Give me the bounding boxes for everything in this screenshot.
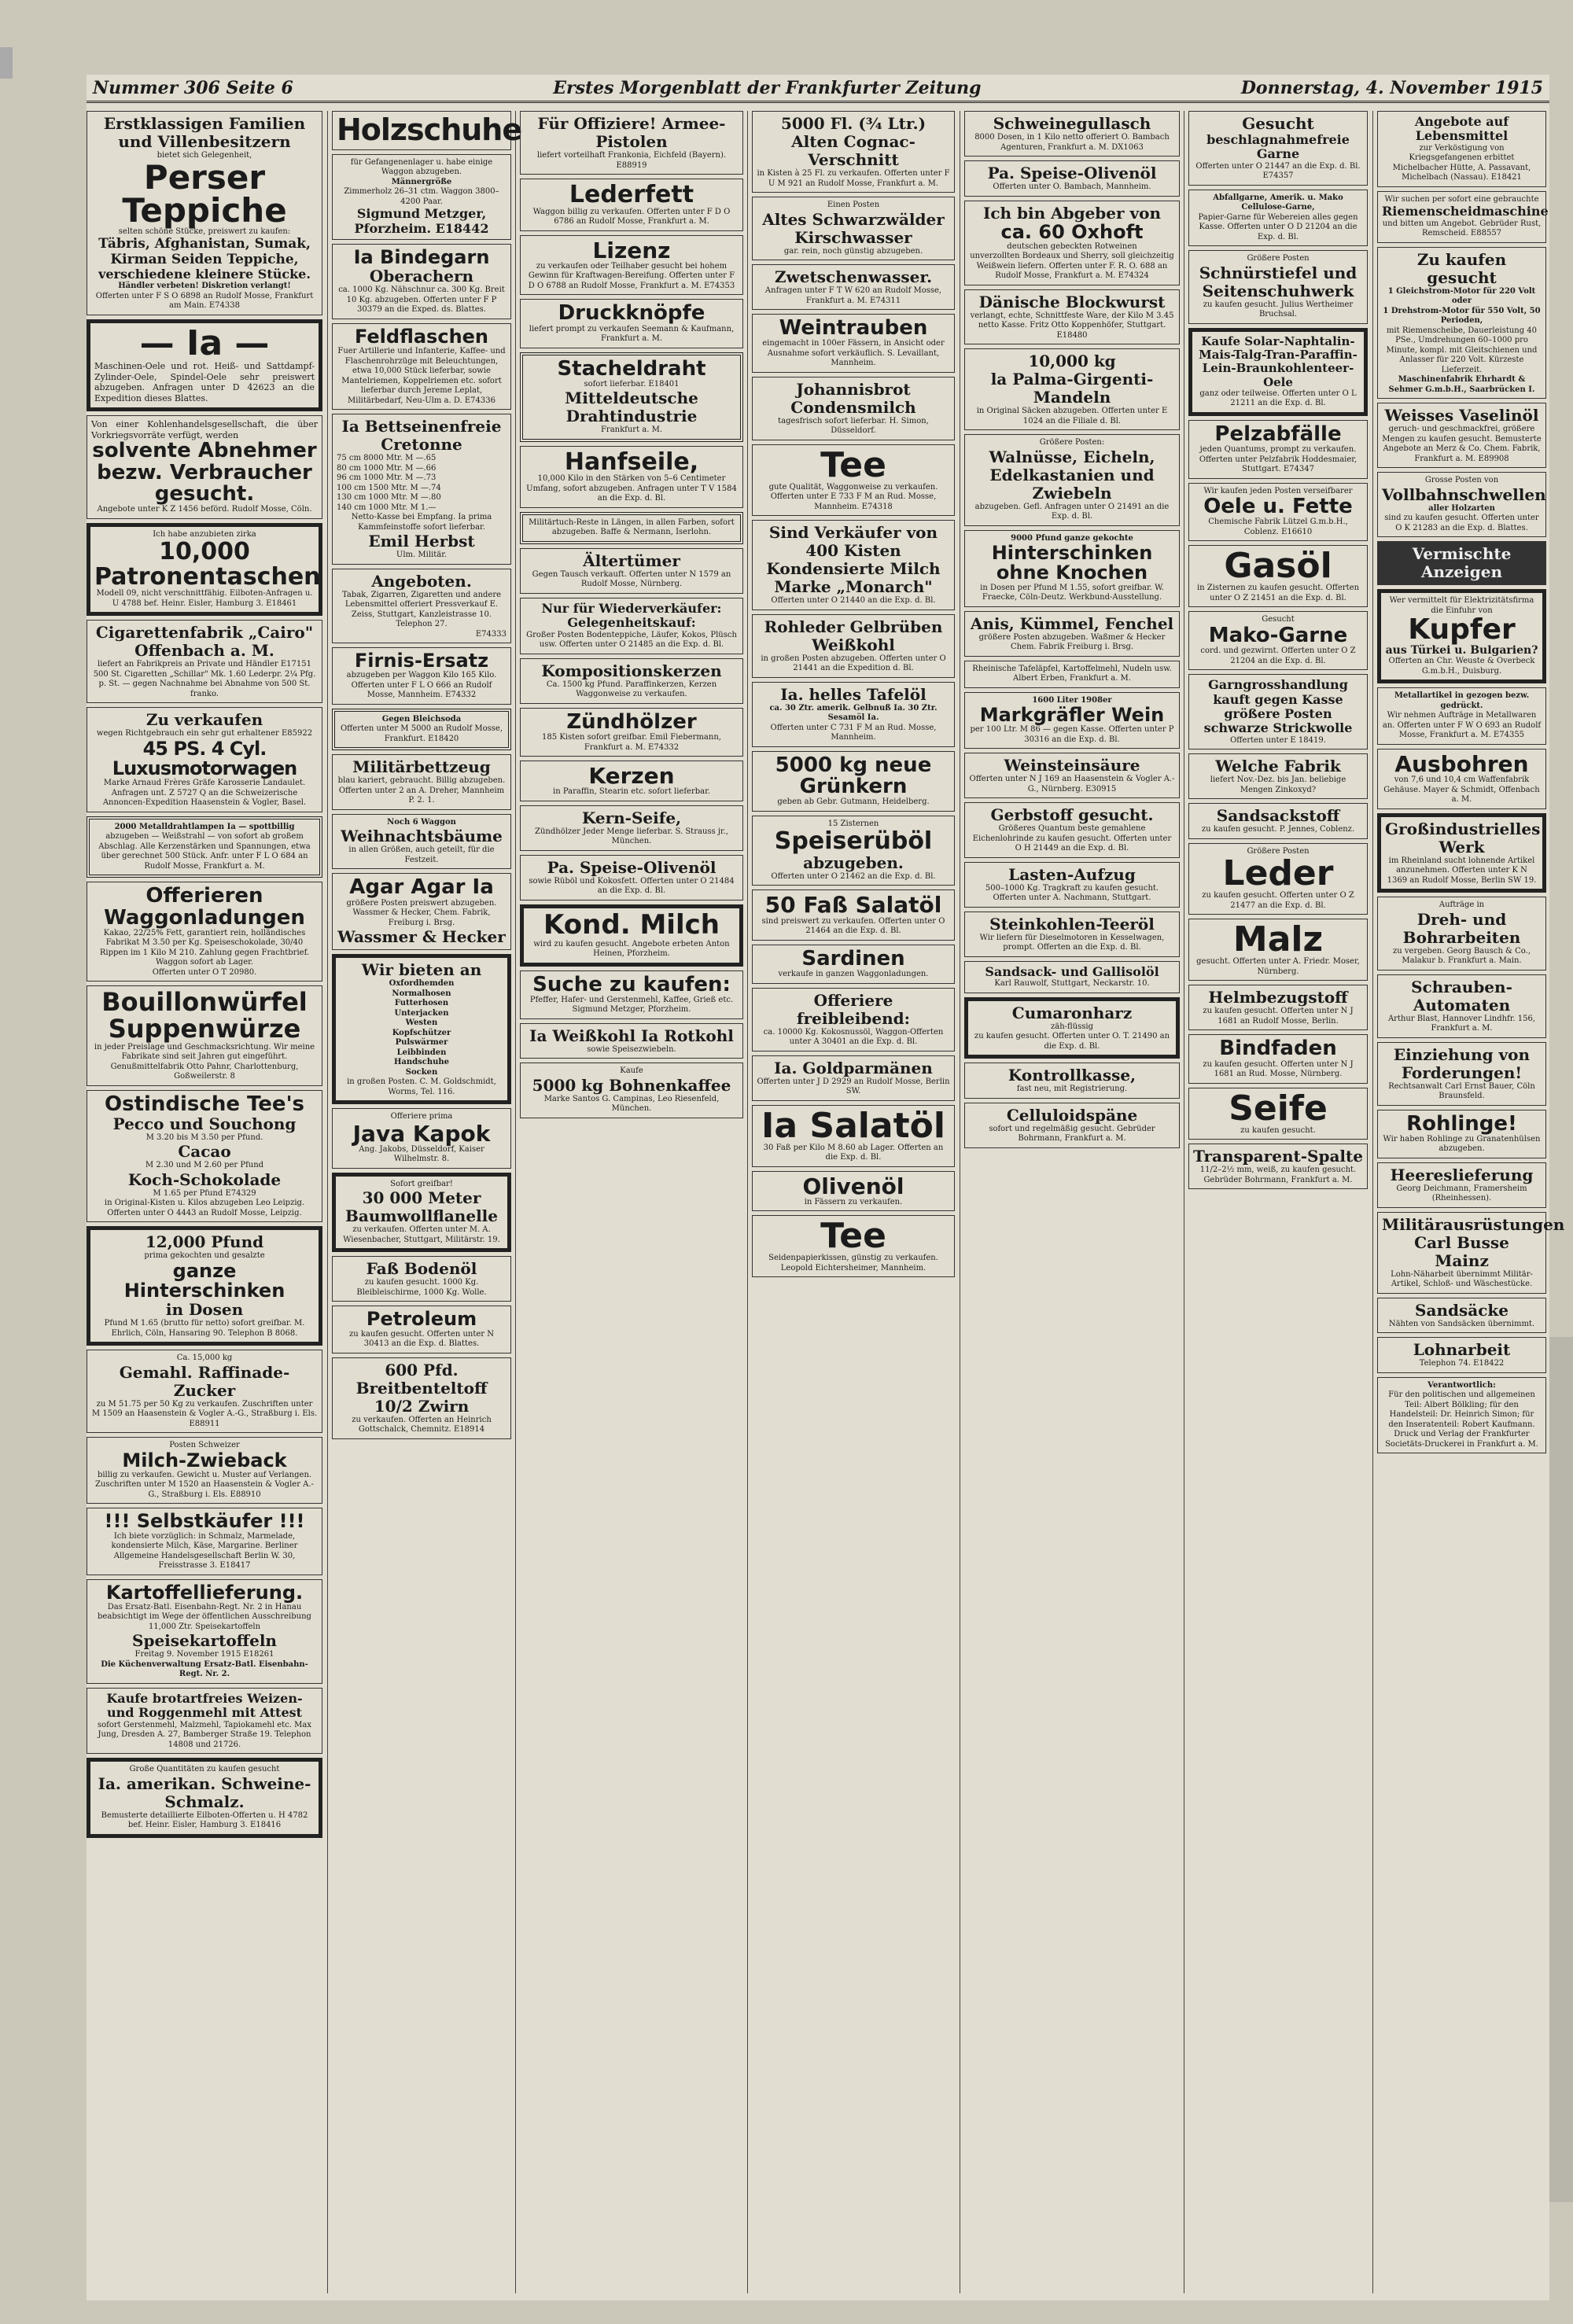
ad-feldflaschen: Feldflaschen Fuer Artillerie und Infanterie, Kaffee- und Flaschenrohrzüge mit Beleuchtungen, etwa 10,000 Stück lieferbar, sowie Mantelriemen, Koppelriemen etc. sofort lieferbar durch Jereme Leplat, Militärbedarf, Neu-Ulm a. D. E74336 [332, 323, 511, 410]
ad-carl-busse: Militärausrüstungen Carl Busse Mainz Lohn-Näharbeit übernimmt Militär-Artikel, Schloß- und Wäschestücke. [1377, 1212, 1546, 1294]
column-rule [327, 111, 328, 2293]
ad-blockwurst: Dänische Blockwurst verlangt, echte, Schnittfeste Ware, der Kilo M 3.45 netto Kasse. Fritz Otto Koppenhöfer, Stuttgart. E18480 [964, 289, 1180, 345]
ad-mako-garne: Gesucht Mako-Garne cord. und gezwirnt. Offerten unter O Z 21204 an die Exp. d. Bl. [1188, 611, 1368, 670]
ad-rotwein: Ich bin Abgeber von ca. 60 Oxhoft deutschen gebeckten Rotweinen unverzollten Bordeaux und Sherry, soll gleichzeitig Weißwein liefern. Offerten unter F. R. O. 688 an Rudolf Mosse, Frankfurt a. M. E74324 [964, 201, 1180, 285]
ad-zuendhoelzer: Zündhölzer 185 Kisten sofort greifbar. Emil Fiebermann, Frankfurt a. M. E74332 [520, 708, 743, 757]
ad-hinterschinken: 12,000 Pfund prima gekochten und gesalzte ganze Hinterschinken in Dosen Pfund M 1.65 (brutto für netto) sofort greifbar. M. Ehrlich, Cöln, Hansaring 90. Telephon B 8068. [87, 1226, 322, 1346]
ad-markgraefler-wein: 1600 Liter 1908er Markgräfler Wein per 100 Ltr. M 86 — gegen Kasse. Offerten unter P 30316 an die Exp. d. Bl. [964, 692, 1180, 749]
ad-malz: Malz gesucht. Offerten unter A. Friedr. Moser, Nürnberg. [1188, 919, 1368, 981]
ad-cretonne: Ia Bettseinenfreie Cretonne 75 cm 8000 Mtr. M —.65 80 cm 1000 Mtr. M —.66 96 cm 1000 Mtr. M —.73 100 cm 1500 Mtr. M —.74 130 cm 1000 Mtr. M —.80 140 cm 1000 Mtr. M 1.— Netto-Kasse bei Empfang. Ia prima Kammfeinstoffe sofort lieferbar. Emil Herbst Ulm. Militär. [332, 414, 511, 565]
ad-altertuemer: Ältertümer Gegen Tausch verkauft. Offerten unter N 1579 an Rudolf Mosse, Nürnberg. [520, 548, 743, 594]
ad-kernseife: Kern-Seife, Zündhölzer Jeder Menge lieferbar. S. Strauss jr., München. [520, 805, 743, 851]
ad-helmbezugstoff: Helmbezugstoff zu kaufen gesucht. Offerten unter N J 1681 an Rudolf Mosse, Berlin. [1188, 985, 1368, 1030]
ad-industriewerk: Großindustrielles Werk im Rheinland sucht lohnende Artikel anzunehmen. Offerten unter K N 1369 an Rudolf Mosse, Berlin SW 19. [1377, 813, 1546, 893]
ad-bleichsoda: Gegen Bleichsoda Offerten unter M 5000 an Rudolf Mosse, Frankfurt. E18420 [332, 709, 511, 751]
ad-lastenaufzug: Lasten-Aufzug 500–1000 Kg. Tragkraft zu kaufen gesucht. Offerten unter A. Nachmann, Stuttgart. [964, 862, 1180, 908]
ad-selbstkaeufer: !!! Selbstkäufer !!! Ich biete vorzüglich: in Schmalz, Marmelade, kondensierte Milch, Käse, Margarine. Berliner Allgemeine Handelsgesellschaft Berlin W. 30, Freisstrasse 3. E18417 [87, 1508, 322, 1575]
column-4 [752, 111, 955, 1281]
ad-holzschuhe-text: für Gefangenenlager u. habe einige Waggon abzugeben. Männergröße Zimmerholz 26–31 ctm. Waggon 3800–4200 Paar. Sigmund Metzger, Pforzheim. E18442 [332, 154, 511, 240]
ad-rohlinge: Rohlinge! Wir haben Rohlinge zu Granatenhülsen abzugeben. [1377, 1110, 1546, 1158]
ad-garne-gesucht: Gesucht beschlagnahmefreie Garne Offerten unter O 21447 an die Exp. d. Bl. E74357 [1188, 111, 1368, 186]
newspaper-page [87, 75, 1565, 2300]
ad-strickwolle: Garngrosshandlung kauft gegen Kasse größere Posten schwarze Strickwolle Offerten unter E 18419. [1188, 674, 1368, 749]
ad-tafeloel: Ia. helles Tafelöl ca. 30 Ztr. amerik. Gelbnuß Ia. 30 Ztr. Sesamöl Ia. Offerten unter C 731 F M an Rud. Mosse, Mannheim. [752, 682, 955, 747]
ad-ausbohren: Ausbohren von 7,6 und 10,4 cm Waffenfabrik Gehäuse. Mayer & Schmidt, Offenbach a. M. [1377, 749, 1546, 809]
ad-schnuerstiefel: Größere Posten Schnürstiefel und Seitenschuhwerk zu kaufen gesucht. Julius Wertheimer Bruchsal. [1188, 250, 1368, 324]
ad-tafelgut: Rheinische Tafeläpfel, Kartoffelmehl, Nudeln usw. Albert Erben, Frankfurt a. M. [964, 661, 1180, 688]
ad-gruenkern: 5000 kg neue Grünkern geben ab Gebr. Gutmann, Heidelberg. [752, 751, 955, 812]
ad-salatoel: 50 Faß Salatöl sind preiswert zu verkaufen. Offerten unter O 21464 an die Exp. d. Bl. [752, 889, 955, 940]
ad-gelegenheitskauf: Nur für Wiederverkäufer: Gelegenheitskauf: Großer Posten Bodenteppiche, Läufer, Kokos, Plüsch usw. Offerten unter O 21485 an die Exp. d. Bl. [520, 598, 743, 654]
ad-zucker: Ca. 15,000 kg Gemahl. Raffinade-Zucker zu M 51.75 per 50 Kg zu verkaufen. Zuschriften unter M 1509 an Haasenstein & Vogler A.-G., Straßburg i. Els. E88911 [87, 1350, 322, 1433]
ad-sandsaecke: Sandsäcke Nähten von Sandsäcken übernimmt. [1377, 1298, 1546, 1334]
ad-metallartikel: Metallartikel in gezogen bezw. gedrückt. Wir nehmen Aufträge in Metallwaren an. Offerten unter F W O 693 an Rudolf Mosse, Frankfurt a. M. E74355 [1377, 687, 1546, 745]
ad-tee-2: Tee Seidenpapierkissen, günstig zu verkaufen. Leopold Eichtersheimer, Mannheim. [752, 1215, 955, 1277]
ad-bindfaden: Bindfaden zu kaufen gesucht. Offerten unter N J 1681 an Rud. Mosse, Nürnberg. [1188, 1034, 1368, 1083]
ad-speiseruboel: 15 Zisternen Speiserüböl abzugeben. Offerten unter O 21462 an die Exp. d. Bl. [752, 816, 955, 886]
column-rule [747, 111, 748, 2293]
ad-kondensierte-milch: Sind Verkäufer von 400 Kisten Kondensierte Milch Marke „Monarch" Offerten unter O 21440 an die Exp. d. Bl. [752, 520, 955, 610]
ad-pelzabfaelle: Pelzabfälle jeden Quantums, prompt zu verkaufen. Offerten unter Pelzfabrik Hoddesmaier, Stuttgart. E74347 [1188, 420, 1368, 479]
ad-weinsteinsaeure: Weinsteinsäure Offerten unter N J 169 an Haasenstein & Vogler A.-G., Nürnberg. E30915 [964, 753, 1180, 798]
ad-johannisbrot: Johannisbrot Condensmilch tagesfrisch sofort lieferbar. H. Simon, Düsseldorf. [752, 377, 955, 440]
column-rule [515, 111, 516, 2293]
ad-militaerbettzeug: Militärbettzeug blau kariert, gebraucht. Billig abzugeben. Offerten unter 2 an A. Dreher, Mannheim P. 2. 1. [332, 754, 511, 810]
ad-patronentaschen: Ich habe anzubieten zirka 10,000 Patronentaschen Modell 09, nicht verschnittfähig. Eilboten-Anfragen u. U 4788 bef. Heinr. Eisler, Hamburg 3. E18461 [87, 523, 322, 617]
ad-cairo: Cigarettenfabrik „Cairo" Offenbach a. M. liefert an Fabrikpreis an Private und Händler E17151 500 St. Cigaretten „Schillar" Mk. 1.60 Lederpr. 2¼ Pfg. p. St. — gegen Nachnahme bei Abnahme von 500 St. franko. [87, 620, 322, 703]
ad-lohnarbeit: Lohnarbeit Telephon 74. E18422 [1377, 1337, 1546, 1373]
ad-perser: Erstklassigen Familien und Villenbesitzern bietet sich Gelegenheit, Perser Teppiche selten schöne Stücke, preiswert zu kaufen: Täbris, Afghanistan, Sumak, Kirman Seiden Teppiche, verschiedene kleinere Stücke. Händler verbeten! Diskretion verlangt! Offerten unter F S O 6898 an Rudolf Mosse, Frankfurt am Main. E74338 [87, 111, 322, 315]
ad-drehbohrarbeiten: Aufträge in Dreh- und Bohrarbeiten zu vergeben. Georg Bausch & Co., Malakur b. Frankfurt a. Main. [1377, 897, 1546, 970]
ad-mandeln: 10,000 kg la Palma-Girgenti-Mandeln in Original Säcken abzugeben. Offerten unter E 1024 an die Filiale d. Bl. [964, 348, 1180, 430]
ad-speise-olivenoel: Pa. Speise-Olivenöl Offerten unter O. Bambach, Mannheim. [964, 160, 1180, 197]
ad-waggonladungen: Offerieren Waggonladungen Kakao, 22/25% Fett, garantiert rein, holländisches Fabrikat M 3.50 per Kg. Speiseschokolade, 30/40 Rippen im 1 Kilo M 210. Zahlung gegen Frachtbrief. Waggon sofort ab Lager. Offerten unter O T 20980. [87, 882, 322, 982]
ad-weintrauben: Weintrauben eingemacht in 100er Fässern, in Ansicht oder Ausnahme sofort verkäuflich. S. Levaillant, Mannheim. [752, 314, 955, 373]
ad-motoren: Zu kaufen gesucht 1 Gleichstrom-Motor für 220 Volt oder 1 Drehstrom-Motor für 550 Volt, 50 Perioden, mit Riemenscheibe, Dauerleistung 40 PSe., Umdrehungen 60–1000 pro Minute, kompl. mit Gleitschienen und Anlasser für 220 Volt. Kürzeste Lieferzeit. Maschinenfabrik Ehrhardt & Sehmer G.m.b.H., Saarbrücken I. [1377, 247, 1546, 400]
ad-bodenoel: Faß Bodenöl zu kaufen gesucht. 1000 Kg. Bleibleischirme, 1000 Kg. Wolle. [332, 1256, 511, 1302]
ad-transparent-spalte: Transparent-Spalte 11/2–2½ mm, weiß, zu kaufen gesucht. Gebrüder Bohrmann, Frankfurt a. M. [1188, 1144, 1368, 1189]
ad-cognac: 5000 Fl. (¾ Ltr.) Alten Cognac-Verschnitt in Kisten à 25 Fl. zu verkaufen. Offerten unter F U M 921 an Rudolf Mosse, Frankfurt a. M. [752, 111, 955, 193]
ad-bindegarn: Ia Bindegarn Oberachern ca. 1000 Kg. Nähschnur ca. 300 Kg. Breit 10 Kg. abzugeben. Offerten unter F P 30379 an die Exped. ds. Blattes. [332, 244, 511, 319]
ad-kerzen: Kerzen in Paraffin, Stearin etc. sofort lieferbar. [520, 761, 743, 801]
column-5 [964, 111, 1180, 1152]
ad-holzschuhe: Holzschuhe [332, 111, 511, 150]
ad-freibleibend: Offeriere freibleibend: ca. 10000 Kg. Kokosnussöl, Waggon-Offerten unter A 30401 an die Exp. d. Bl. [752, 988, 955, 1052]
ad-leder: Größere Posten Leder zu kaufen gesucht. Offerten unter O Z 21477 an die Exp. d. Bl. [1188, 843, 1368, 915]
ad-lebensmittel: Angebote auf Lebensmittel zur Verköstigung von Kriegsgefangenen erbittet Michelbacher Hütte, A. Passavant, Michelbach (Nassau). E18421 [1377, 111, 1546, 187]
ad-vaselinoel: Weisses Vaselinöl geruch- und geschmackfrei, größere Mengen zu kaufen gesucht. Bemusterte Angebote an Merz & Co. Chem. Fabrik, Frankfurt a. M. E89908 [1377, 403, 1546, 468]
ad-seife: Seife zu kaufen gesucht. [1188, 1088, 1368, 1140]
ad-zwieback: Posten Schweizer Milch-Zwieback billig zu verkaufen. Gewicht u. Muster auf Verlangen. Zuschriften unter M 1520 an Haasenstein & Vogler A.-G., Straßburg i. Els. E88910 [87, 1437, 322, 1504]
ad-zwetschenwasser: Zwetschenwasser. Anfragen unter F T W 620 an Rudolf Mosse, Frankfurt a. M. E74311 [752, 264, 955, 310]
ad-abfallgarne: Abfallgarne, Amerik. u. Mako Cellulose-Garne, Papier-Garne für Webereien alles gegen Kasse. Offerten unter O D 21204 an die Exp. d. Bl. [1188, 190, 1368, 247]
ad-suche-zu-kaufen: Suche zu kaufen: Pfeffer, Hafer- und Gerstenmehl, Kaffee, Grieß etc. Sigmund Metzger, Pforzheim. [520, 970, 743, 1019]
column-2 [332, 111, 522, 1443]
ad-weizenmehl: Kaufe brotartfreies Weizen- und Roggenmehl mit Attest sofort Gerstenmehl, Malzmehl, Tapiokamehl etc. Max Jung, Dresden A. 27, Bamberger Straße 19. Telephon 14808 und 21726. [87, 1688, 322, 1754]
ad-schraubenautomaten: Schrauben-Automaten Arthur Blast, Hannover Lindhfr. 156, Frankfurt a. M. [1377, 974, 1546, 1038]
ad-militaertuch: Militärtuch-Reste in Längen, in allen Farben, sofort abzugeben. Baffe & Nermann, Iserlohn. [520, 512, 743, 544]
ad-firnis: Firnis-Ersatz abzugeben per Waggon Kilo 165 Kilo. Offerten unter F L O 666 an Rudolf Mosse, Mannheim. E74332 [332, 647, 511, 705]
ad-maschinenoele: — Ia — Maschinen-Oele und rot. Heiß- und Sattdampf-Zylinder-Oele, Spindel-Oele sehr preiswert abzugeben. Anfragen unter D 42623 an die Expedition dieses Blattes. [87, 319, 322, 411]
column-1 [87, 111, 322, 1842]
ad-sandsackstoff: Sandsackstoff zu kaufen gesucht. P. Jennes, Coblenz. [1188, 803, 1368, 839]
column-7 [1377, 111, 1565, 1457]
issue-number: Nummer 306 Seite 6 [93, 78, 293, 98]
column-6 [1188, 111, 1368, 1193]
ad-oele-kaufe: Kaufe Solar-Naphtalin-Mais-Talg-Tran-Paraffin-Lein-Braunkohlenteer-Oele ganz oder teilweise. Offerten unter O L 21211 an die Exp. d. Bl. [1188, 328, 1368, 416]
ad-forderungen: Einziehung von Forderungen! Rechtsanwalt Carl Ernst Bauer, Cöln Braunsfeld. [1377, 1042, 1546, 1106]
masthead [87, 75, 1549, 103]
ad-teeroel: Steinkohlen-Teeröl Wir liefern für Dieselmotoren in Kesselwagen, prompt. Offerten an die Exp. d. Bl. [964, 912, 1180, 957]
ad-bouillon: Bouillonwürfel Suppenwürze in jeder Preislage und Geschmacksrichtung. Wir meine Fabrikate sind seit Jahren gut eingeführt. Genußmittelfabrik Otto Pahnr, Charlottenburg, Goßweilerstr. 8 [87, 985, 322, 1085]
ad-riemenscheidmaschine: Wir suchen per sofort eine gebrauchte Riemenscheidmaschine und bitten um Angebot. Gebrüder Rust, Remscheid. E88557 [1377, 191, 1546, 243]
ad-stacheldraht: Stacheldraht sofort lieferbar. E18401 Mitteldeutsche Drahtindustrie Frankfurt a. M. [520, 352, 743, 442]
ad-luxusmotorwagen: Zu verkaufen wegen Richtgebrauch ein sehr gut erhaltener E85922 45 PS. 4 Cyl. Luxusmotorwagen Marke Arnaud Frères Gräfe Karosserie Landaulet. Anfragen unt. Z 5727 Q an die Schweizerische Annoncen-Expedition Haasenstein & Vogler, Basel. [87, 707, 322, 812]
impressum: Verantwortlich: Für den politischen und allgemeinen Teil: Albert Bölkling; für den Handelsteil: Dr. Heinrich Simon; für den Inseratenteil: Robert Kaufmann. Druck und Verlag der Frankfurter Societäts-Druckerei in Frankfurt a. M. [1377, 1377, 1546, 1454]
ad-hinterschinken-2: 9000 Pfund ganze gekochte Hinterschinken ohne Knochen in Dosen per Pfund M 1.55, sofort greifbar. W. Fraecke, Cöln-Deutz. Werkbund-Ausstellung. [964, 530, 1180, 607]
ad-vollbahnschwellen: Grosse Posten von Vollbahnschwellen aller Holzarten sind zu kaufen gesucht. Offerten unter O K 21283 an die Exp. d. Blattes. [1377, 472, 1546, 537]
ad-armee-pistolen: Für Offiziere! Armee-Pistolen liefert vorteilhaft Frankonia, Eichfeld (Bayern). E88919 [520, 111, 743, 175]
ad-schweineschmalz: Große Quantitäten zu kaufen gesucht Ia. amerikan. Schweine-Schmalz. Bemusterte detaillierte Eilboten-Offerten u. H 4782 bef. Heinr. Eisler, Hamburg 3. E18416 [87, 1758, 322, 1838]
page-edge [1549, 1337, 1573, 2202]
ad-kontrollkasse: Kontrollkasse, fast neu, mit Registrierung. [964, 1063, 1180, 1099]
ad-walnuesse: Größere Posten: Walnüsse, Eicheln, Edelkastanien und Zwiebeln abzugeben. Gefl. Anfragen unter O 21491 an die Exp. d. Bl. [964, 434, 1180, 526]
ad-celluloidspaene: Celluloidspäne sofort und regelmäßig gesucht. Gebrüder Bohrmann, Frankfurt a. M. [964, 1103, 1180, 1148]
ad-java-kapok: Offeriere prima Java Kapok Ang. Jakobs, Düsseldorf, Kaiser Wilhelmstr. 8. [332, 1108, 511, 1169]
issue-date: Donnerstag, 4. November 1915 [1240, 78, 1543, 98]
ad-salatoel-2: Ia Salatöl 30 Faß per Kilo M 8.60 ab Lager. Offerten an die Exp. d. Bl. [752, 1105, 955, 1167]
ad-sandsackoel: Sandsack- und Gallisolöl Karl Rauwolf, Stuttgart, Neckarstr. 10. [964, 961, 1180, 993]
ad-rohleder: Rohleder Gelbrüben Weißkohl in großen Posten abzugeben. Offerten unter O 21441 an die Expedition d. Bl. [752, 614, 955, 678]
ad-lederfett: Lederfett Waggon billig zu verkaufen. Offerten unter F D O 6786 an Rudolf Mosse, Frankfurt a. M. [520, 179, 743, 231]
ad-gerbstoff: Gerbstoff gesucht. Größeres Quantum beste gemahlene Eichenlohrinde zu kaufen gesucht. Offerten unter O H 21449 an die Exp. d. Bl. [964, 802, 1180, 858]
newspaper-title: Erstes Morgenblatt der Frankfurter Zeitung [553, 78, 982, 98]
ad-petroleum: Petroleum zu kaufen gesucht. Offerten unter N 30413 an die Exp. d. Blattes. [332, 1306, 511, 1353]
ad-kond-milch: Kond. Milch wird zu kaufen gesucht. Angebote erbeten Anton Heinen, Pforzheim. [520, 904, 743, 967]
column-3 [520, 111, 743, 1122]
ad-olivenoel: Olivenöl in Fässern zu verkaufen. [752, 1171, 955, 1212]
ad-weisskohl: Ia Weißkohl Ia Rotkohl sowie Speisezwiebeln. [520, 1023, 743, 1059]
ad-angeboten: Angeboten. Tabak, Zigarren, Zigaretten und andere Lebensmittel offeriert Pressverkauf E. Zeiss, Stuttgart, Kanzleistrasse 10. Telephon 27. E74333 [332, 569, 511, 644]
column-rule [1372, 111, 1373, 2293]
ad-hanfseile: Hanfseile, 10,000 Kilo in den Stärken von 5–6 Centimeter Umfang, sofort abzugeben. Anfragen unter T V 1584 an die Exp. d. Bl. [520, 446, 743, 508]
ad-heereslieferung: Heereslieferung Georg Deichmann, Framersheim (Rheinhessen). [1377, 1162, 1546, 1208]
binding-tab [0, 47, 13, 79]
ad-speiseoel: Pa. Speise-Olivenöl sowie Rüböl und Kokosfett. Offerten unter O 21484 an die Exp. d. Bl. [520, 855, 743, 901]
ad-oele-fette: Wir kaufen jeden Posten verseifbarer Oele u. Fette Chemische Fabrik Lützel G.m.b.H., Coblenz. E16610 [1188, 483, 1368, 542]
section-vermischte-anzeigen: Vermischte Anzeigen [1377, 541, 1546, 585]
ad-kompositionskerzen: Kompositionskerzen Ca. 1500 kg Pfund. Paraffinkerzen, Kerzen Waggonweise zu verkaufen. [520, 658, 743, 704]
ad-schweinegullasch: Schweinegullasch 8000 Dosen, in 1 Kilo netto offeriert O. Bambach Agenturen, Frankfurt a. M. DX1063 [964, 111, 1180, 157]
ad-kartoffellieferung: Kartoffellieferung. Das Ersatz-Batl. Eisenbahn-Regt. Nr. 2 in Hanau beabsichtigt im Wege der öffentlichen Ausschreibung 11,000 Ztr. Speisekartoffeln Speisekartoffeln Freitag 9. November 1915 E18261 Die Küchenverwaltung Ersatz-Batl. Eisenbahn-Regt. Nr. 2. [87, 1579, 322, 1684]
ad-lizenz: Lizenz zu verkaufen oder Teilhaber gesucht bei hohem Gewinn für Kraftwagen-Bereifung. Offerten unter F D O 6788 an Rudolf Mosse, Frankfurt a. M. E74353 [520, 235, 743, 296]
ad-zwirn: 600 Pfd. Breitbenteltoff 10/2 Zwirn zu verkaufen. Offerten an Heinrich Gottschalck, Chemnitz. E18914 [332, 1357, 511, 1439]
ad-sardinen: Sardinen verkaufe in ganzen Waggonladungen. [752, 945, 955, 984]
ad-kirschwasser: Einen Posten Altes Schwarzwälder Kirschwasser gar. rein, noch günstig abzugeben. [752, 197, 955, 260]
ad-anis: Anis, Kümmel, Fenchel größere Posten abzugeben. Waßmer & Hecker Chem. Fabrik Freiburg i. Brsg. [964, 611, 1180, 657]
ad-gasoel: Gasöl in Zisternen zu kaufen gesucht. Offerten unter O Z 21451 an die Exp. d. Bl. [1188, 545, 1368, 607]
ad-tee: Tee gute Qualität, Waggonweise zu verkaufen. Offerten unter E 733 F M an Rud. Mosse, Mannheim. E74318 [752, 444, 955, 517]
ad-ostindische-tees: Ostindische Tee's Pecco und Souchong M 3.20 bis M 3.50 per Pfund. Cacao M 2.30 und M 2.60 per Pfund Koch-Schokolade M 1.65 per Pfund E74329 in Original-Kisten u. Kilos abzugeben Leo Leipzig. Offerten unter O 4443 an Rudolf Mosse, Leipzig. [87, 1090, 322, 1223]
ad-weihnachtsbaeume: Noch 6 Waggon Weihnachtsbäume in allen Größen, auch geteilt, für die Festzeit. [332, 814, 511, 870]
ad-cumaronharz: Cumaronharz zäh-flüssig zu kaufen gesucht. Offerten unter O. T. 21490 an die Exp. d. Bl. [964, 997, 1180, 1059]
ad-welche-fabrik: Welche Fabrik liefert Nov.-Dez. bis Jan. beliebige Mengen Zinkoxyd? [1188, 753, 1368, 799]
ad-druckknoepfe: Druckknöpfe liefert prompt zu verkaufen Seemann & Kaufmann, Frankfurt a. M. [520, 299, 743, 348]
ad-bohnenkaffee: Kaufe 5000 kg Bohnenkaffee Marke Santos G. Campinas, Leo Riesenfeld, München. [520, 1063, 743, 1118]
ad-baumwollflanelle: Sofort greifbar! 30 000 Meter Baumwollflanelle zu verkaufen. Offerten unter M. A. Wiesenbacher, Stuttgart, Militärstr. 19. [332, 1173, 511, 1253]
ad-kohle: Von einer Kohlenhandelsgesellschaft, die über Vorkriegsvorräte verfügt, werden solvente Abnehmer bezw. Verbraucher gesucht. Angebote unter K Z 1456 beförd. Rudolf Mosse, Cöln. [87, 415, 322, 519]
ad-kupfer: Wer vermittelt für Elektrizitätsfirma die Einfuhr von Kupfer aus Türkei u. Bulgarien? Offerten an Chr. Weuste & Overbeck G.m.b.H., Duisburg. [1377, 589, 1546, 683]
ad-oxfordhemden: Wir bieten an Oxfordhemden Normalhosen Futterhosen Unterjacken Westen Kopfschützer Pulswärmer Leibbinden Handschuhe Socken in großen Posten. C. M. Goldschmidt, Worms, Tel. 116. [332, 954, 511, 1104]
ad-metalldrahtlampen: 2000 Metalldrahtlampen Ia — spottbillig abzugeben — Weißstrahl — von sofort ab großem Abschlag. Alle Kerzenstärken und Spannungen, etwa über gerechnet 500 Stück. Anfr. unter F L O 684 an Rudolf Mosse, Frankfurt a. M. [87, 816, 322, 878]
ad-agar: Agar Agar Ia größere Posten preiswert abzugeben. Wassmer & Hecker, Chem. Fabrik, Freiburg i. Brsg. Wassmer & Hecker [332, 873, 511, 950]
ad-goldparmaenen: Ia. Goldparmänen Offerten unter J D 2929 an Rudolf Mosse, Berlin SW. [752, 1055, 955, 1101]
